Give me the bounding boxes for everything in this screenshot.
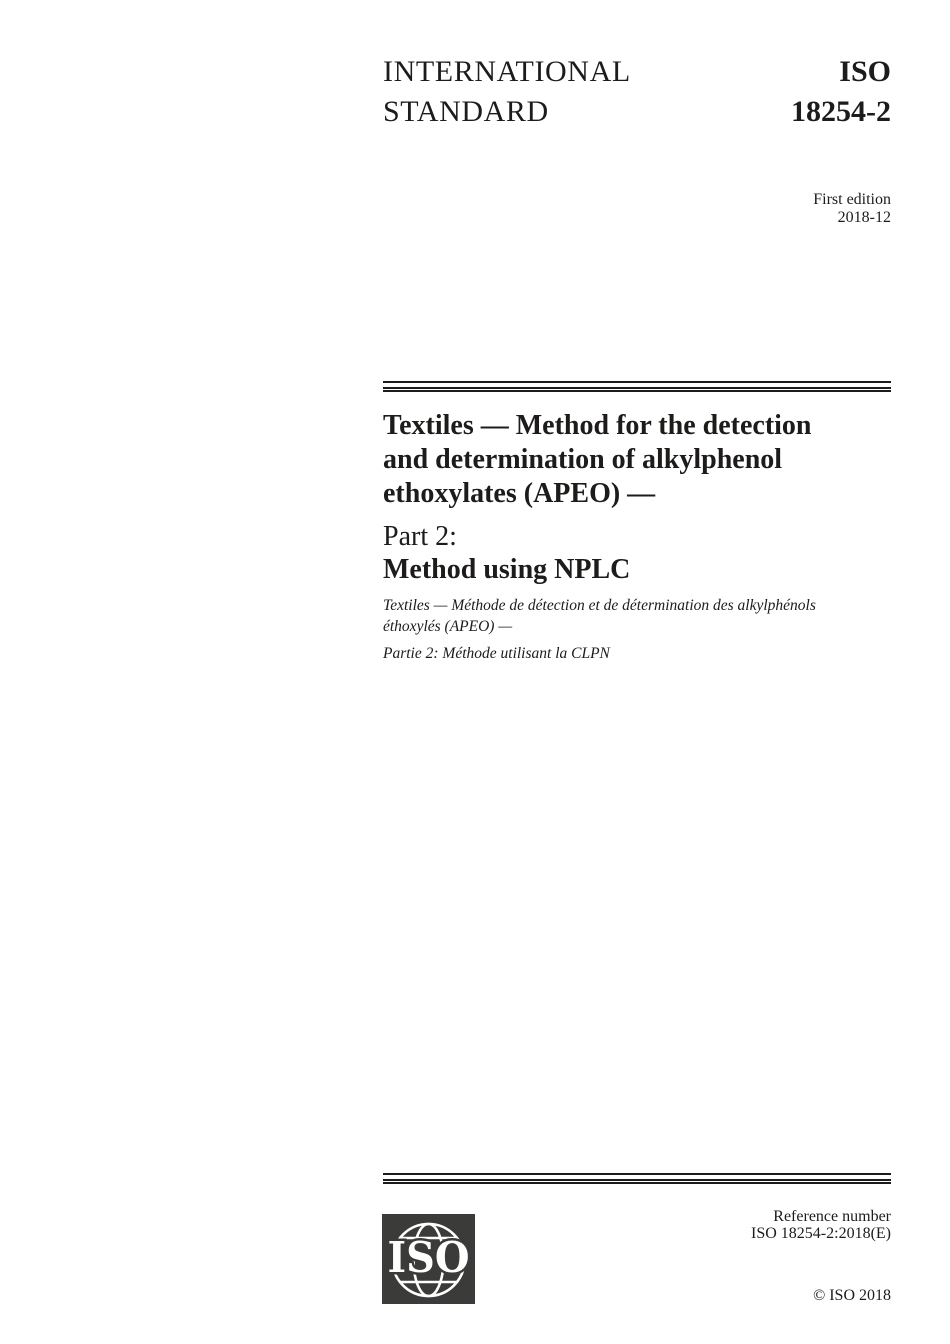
edition-label: First edition bbox=[813, 191, 891, 208]
edition-date: 2018-12 bbox=[837, 209, 891, 226]
standard-org: ISO bbox=[839, 55, 891, 88]
reference-number: ISO 18254-2:2018(E) bbox=[751, 1225, 891, 1242]
part-title: Method using NPLC bbox=[383, 554, 631, 585]
title-french-line2: éthoxylés (APEO) — bbox=[383, 618, 513, 635]
part-block bbox=[383, 520, 630, 586]
standard-identifier bbox=[791, 52, 891, 132]
document-type-line2: STANDARD bbox=[383, 95, 549, 128]
iso-logo-text: ISO bbox=[387, 1233, 470, 1282]
iso-logo bbox=[382, 1214, 475, 1304]
bottom-rule bbox=[383, 1173, 891, 1184]
title-french bbox=[383, 595, 816, 664]
reference-block bbox=[751, 1208, 891, 1242]
edition-info bbox=[813, 191, 891, 227]
standard-number: 18254-2 bbox=[791, 95, 891, 128]
top-rule bbox=[383, 381, 891, 392]
document-type-line1: INTERNATIONAL bbox=[383, 55, 631, 88]
title-english bbox=[383, 409, 812, 511]
title-english-line3: ethoxylates (APEO) — bbox=[383, 478, 656, 509]
reference-label: Reference number bbox=[773, 1208, 891, 1225]
title-french-part-line: Partie 2: Méthode utilisant la CLPN bbox=[383, 645, 610, 662]
part-label: Part 2: bbox=[383, 521, 457, 552]
document-type bbox=[383, 52, 631, 132]
title-english-line1: Textiles — Method for the detection bbox=[383, 410, 812, 441]
copyright-notice: © ISO 2018 bbox=[813, 1287, 891, 1304]
title-french-line1: Textiles — Méthode de détection et de détermination des alkylphénols bbox=[383, 597, 816, 614]
title-english-line2: and determination of alkylphenol bbox=[383, 444, 783, 475]
